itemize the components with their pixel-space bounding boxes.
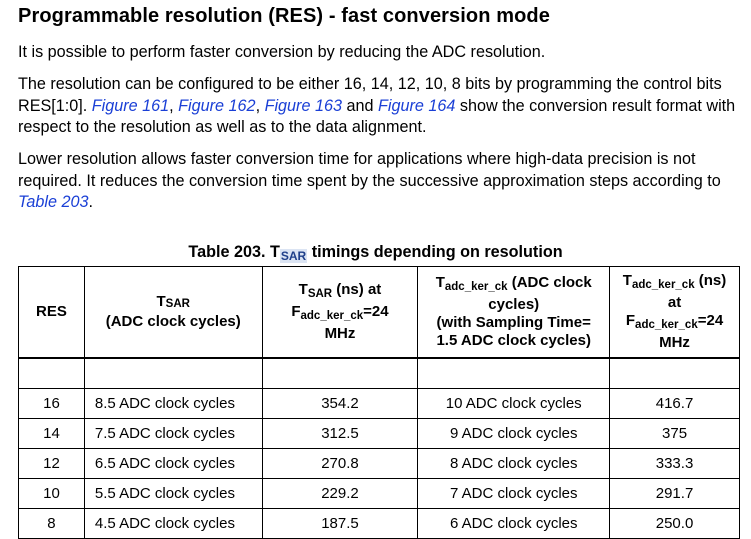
cell-tadc-cycles: 9 ADC clock cycles [418,419,610,449]
header-tadc-ns [610,267,740,359]
header-tns-freq-symbol: F [291,303,301,320]
caption-subscript: SAR [280,249,307,263]
conjunction: and [341,96,378,115]
figure-161-link[interactable]: Figure 161 [91,96,170,115]
caption-suffix: timings depending on resolution [307,243,563,261]
cell-res: 16 [19,389,85,419]
figure-162-link[interactable]: Figure 162 [178,96,256,115]
cell-tadc-ns: 416.7 [610,389,740,419]
caption-prefix: Table 203. T [188,243,280,261]
table-caption [0,243,751,263]
cell-tadc-ns: 333.3 [610,449,740,479]
paragraph-3-text-a: Lower resolution allows faster conversion time for applications where high-data precision is not required. It reduces the conversion time spent by the successive approximation steps according to [18,150,721,190]
header-tk-symbol: T [435,274,445,291]
paragraph-1: It is possible to perform faster conversion by reducing the ADC resolution. [18,43,546,61]
table-203-link[interactable]: Table 203 [18,193,89,211]
cell-tadc-ns: 250.0 [610,509,740,539]
header-tk2-freq-subscript: adc_ker_ck [635,319,698,331]
header-tk2-label: (ns) [694,272,727,289]
cell-tadc-cycles: 7 ADC clock cycles [418,479,610,509]
table-row [19,419,740,449]
paragraph-3 [18,149,743,214]
header-tns-symbol: T [298,281,308,298]
header-tsar-ns [262,267,418,359]
header-tns-freq-value: =24 [363,303,389,320]
figure-163-link[interactable]: Figure 163 [264,96,342,115]
header-tns-mhz: MHz [324,325,356,342]
header-tns-freq-subscript: adc_ker_ck [300,310,364,322]
header-tk2-subscript: adc_ker_ck [631,279,695,291]
cell-tsar-ns: 354.2 [262,389,418,419]
cell-tadc-ns: 291.7 [610,479,740,509]
section-heading: Programmable resolution (RES) - fast conversion mode [18,5,550,27]
cell-res: 8 [19,509,85,539]
header-tk2-symbol: T [622,272,632,289]
header-tadc-cycles [418,267,610,359]
header-tsar-symbol: T [156,293,166,310]
paragraph-2 [18,74,743,139]
cell-tsar-ns: 312.5 [262,419,418,449]
header-res: RES [19,267,85,359]
paragraph-2-text-a: The resolution can be configured to be either 16, 14, 12, 10, 8 bits by programming the control bits RES[1:0]. [18,75,722,115]
header-tsar-subscript: SAR [165,298,190,310]
header-tk2-freq-symbol: F [625,312,636,329]
header-tk-line-a: (ADC clock [507,274,592,291]
table-header-row [19,267,740,359]
table-row [19,389,740,419]
table-row [19,449,740,479]
header-tk-line-b: cycles) [488,296,540,313]
cell-tadc-ns: 375 [610,419,740,449]
header-tk2-at: at [667,294,682,311]
table-row [19,509,740,539]
paragraph-3-text-b: . [88,193,94,211]
cell-res: 12 [19,449,85,479]
cell-res: 10 [19,479,85,509]
header-tk2-freq-value: =24 [697,312,724,329]
header-tsar-cycles [84,267,262,359]
header-tk-line-d: 1.5 ADC clock cycles) [436,332,591,349]
cell-tsar-ns: 187.5 [262,509,418,539]
cell-tsar: 8.5 ADC clock cycles [84,389,262,419]
cell-tsar: 6.5 ADC clock cycles [84,449,262,479]
separator: , [255,96,265,115]
cell-tsar-ns: 229.2 [262,479,418,509]
timing-table [18,266,740,539]
separator: , [169,96,179,115]
header-tk-subscript: adc_ker_ck [444,281,508,293]
cell-res: 14 [19,419,85,449]
header-tns-label: (ns) at [332,281,382,298]
cell-tadc-cycles: 10 ADC clock cycles [418,389,610,419]
header-tsar-unit: (ADC clock cycles) [105,313,241,330]
cell-tadc-cycles: 8 ADC clock cycles [418,449,610,479]
header-tns-subscript: SAR [307,288,333,300]
header-tk-line-c: (with Sampling Time= [436,314,591,331]
header-gap-row [19,358,740,389]
header-tk2-mhz: MHz [659,334,690,351]
figure-164-link[interactable]: Figure 164 [377,96,456,115]
cell-tsar-ns: 270.8 [262,449,418,479]
cell-tsar: 7.5 ADC clock cycles [84,419,262,449]
cell-tadc-cycles: 6 ADC clock cycles [418,509,610,539]
cell-tsar: 4.5 ADC clock cycles [84,509,262,539]
table-row [19,479,740,509]
paragraph-2-text-b: show the conversion result format with respect to the resolution as well as to the data alignment. [18,96,736,136]
cell-tsar: 5.5 ADC clock cycles [84,479,262,509]
